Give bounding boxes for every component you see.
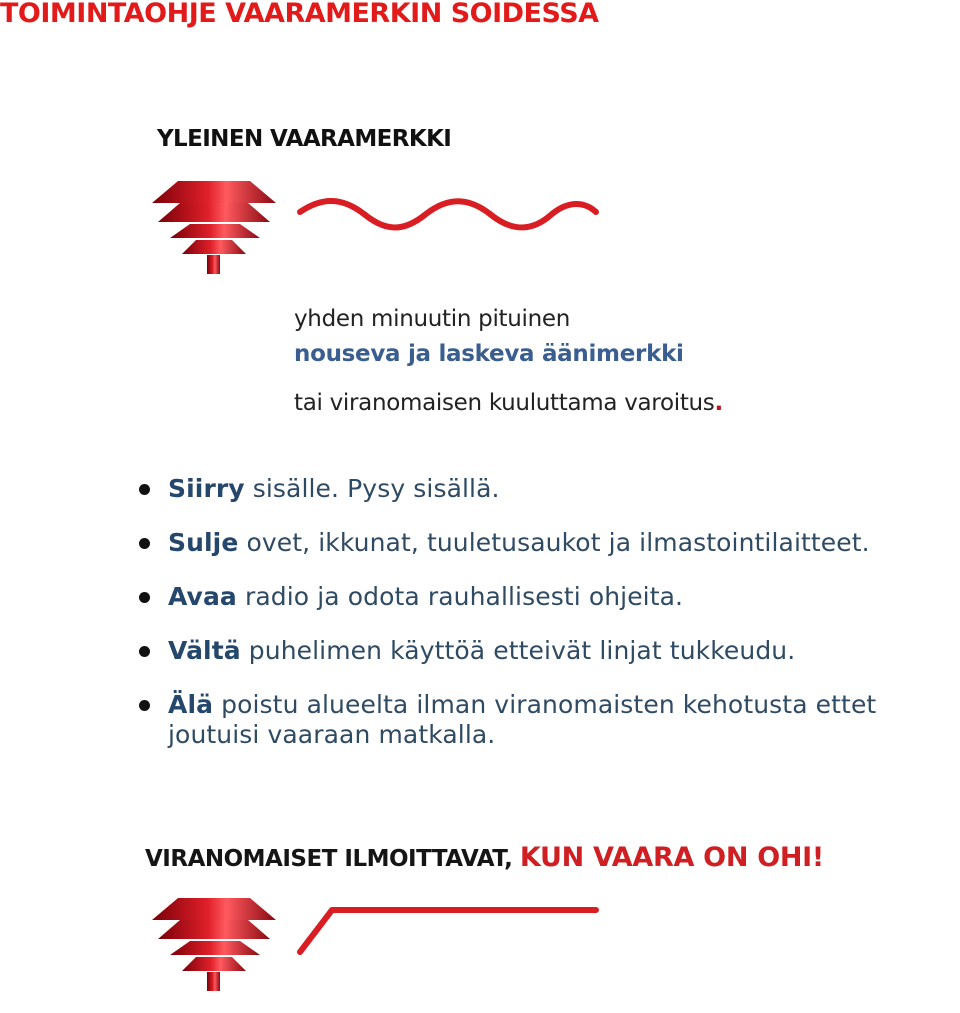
steady-tone-line-icon: [296, 900, 601, 960]
instruction-text: sisälle. Pysy sisällä.: [244, 474, 500, 503]
instruction-text: puhelimen käyttöä etteivät linjat tukkeudu.: [240, 636, 796, 665]
page-title: TOIMINTAOHJE VAARAMERKIN SOIDESSA: [0, 0, 599, 29]
list-item: [133, 690, 960, 750]
bullet-icon: [139, 484, 150, 495]
instruction-keyword: Älä: [168, 690, 214, 719]
instruction-text: ovet, ikkunat, tuuletusaukot ja ilmastointilaitteet.: [238, 528, 870, 557]
signal-description-line1: yhden minuutin pituinen: [294, 306, 571, 332]
list-item: [133, 636, 960, 666]
signal-description-line3: [294, 390, 723, 416]
list-item: [133, 474, 960, 504]
instruction-text: poistu alueelta ilman viranomaisten kehotusta ettet joutuisi vaaraan matkalla.: [168, 690, 877, 749]
bullet-icon: [139, 592, 150, 603]
signal-description-line3-end: .: [714, 390, 723, 416]
instruction-keyword: Vältä: [168, 636, 241, 665]
instruction-keyword: Avaa: [168, 582, 237, 611]
bullet-icon: [139, 700, 150, 711]
instruction-text: radio ja odota rauhallisesti ohjeita.: [236, 582, 684, 611]
instruction-keyword: Sulje: [168, 528, 239, 557]
list-item: [133, 582, 960, 612]
all-clear-prefix: VIRANOMAISET ILMOITTAVAT,: [145, 846, 520, 872]
bullet-icon: [139, 646, 150, 657]
all-clear-emphasis: KUN VAARA ON OHI!: [519, 842, 824, 873]
siren-icon: [150, 178, 280, 276]
general-signal-heading: YLEINEN VAARAMERKKI: [157, 126, 452, 152]
signal-description-line2: nouseva ja laskeva äänimerkki: [294, 341, 684, 367]
rising-falling-wave-icon: [296, 192, 601, 242]
instruction-list: [133, 474, 960, 774]
instruction-keyword: Siirry: [168, 474, 245, 503]
siren-icon: [150, 895, 280, 993]
bullet-icon: [139, 538, 150, 549]
list-item: [133, 528, 960, 558]
signal-description-line3-text: tai viranomaisen kuuluttama varoitus: [294, 390, 715, 416]
all-clear-notice: [145, 842, 824, 873]
